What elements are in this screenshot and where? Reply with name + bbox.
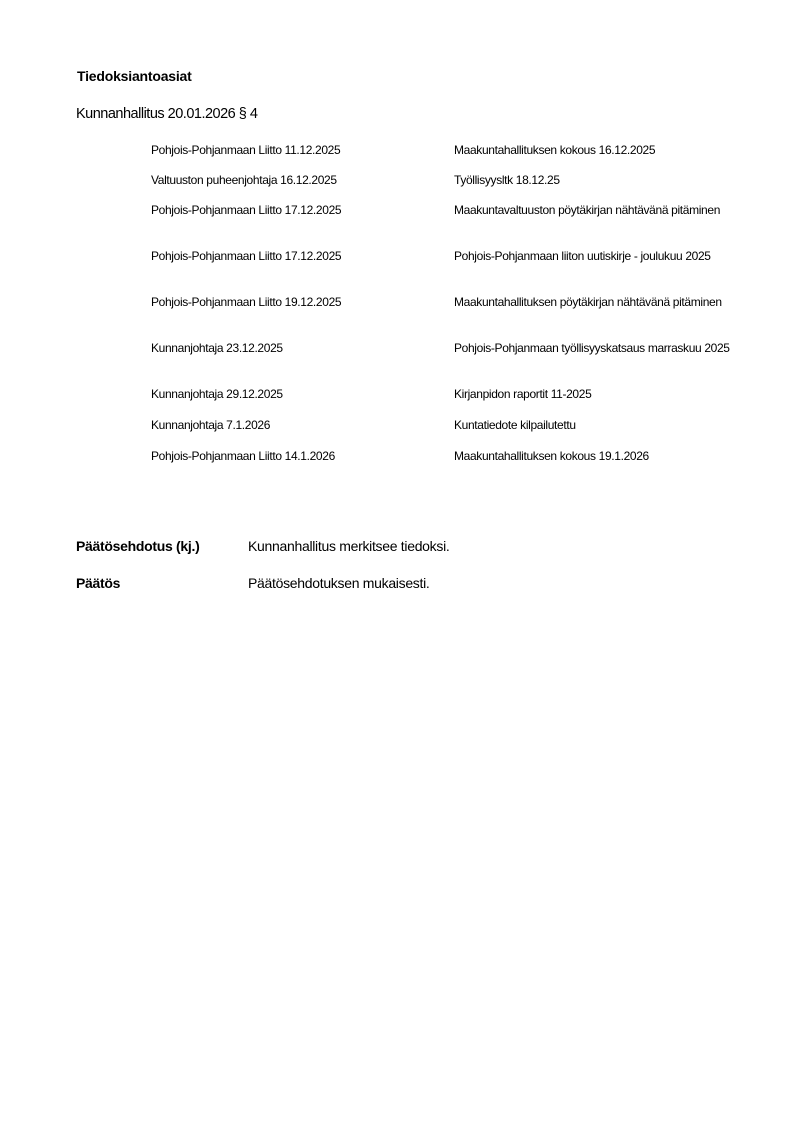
item-subject: Työllisyysltk 18.12.25 xyxy=(454,173,560,187)
item-sender: Pohjois-Pohjanmaan Liitto 19.12.2025 xyxy=(151,295,342,309)
decision-text: Päätösehdotuksen mukaisesti. xyxy=(248,575,430,591)
item-sender: Pohjois-Pohjanmaan Liitto 14.1.2026 xyxy=(151,449,335,463)
decision-label: Päätös xyxy=(76,575,121,591)
item-subject: Maakuntavaltuuston pöytäkirjan nähtävänä pitäminen xyxy=(454,203,721,217)
proposal-label: Päätösehdotus (kj.) xyxy=(76,538,200,554)
item-sender: Valtuuston puheenjohtaja 16.12.2025 xyxy=(151,173,337,187)
item-subject: Pohjois-Pohjanmaan liiton uutiskirje - joulukuu 2025 xyxy=(454,249,711,263)
item-sender: Kunnanjohtaja 7.1.2026 xyxy=(151,418,271,432)
item-sender: Pohjois-Pohjanmaan Liitto 11.12.2025 xyxy=(151,143,341,157)
item-subject: Maakuntahallituksen pöytäkirjan nähtävänä pitäminen xyxy=(454,295,722,309)
section-heading: Tiedoksiantoasiat xyxy=(77,68,192,84)
meeting-reference: Kunnanhallitus 20.01.2026 § 4 xyxy=(76,106,258,122)
proposal-text: Kunnanhallitus merkitsee tiedoksi. xyxy=(248,538,450,554)
item-sender: Kunnanjohtaja 23.12.2025 xyxy=(151,341,283,355)
item-sender: Pohjois-Pohjanmaan Liitto 17.12.2025 xyxy=(151,203,342,217)
item-subject: Maakuntahallituksen kokous 19.1.2026 xyxy=(454,449,649,463)
item-subject: Pohjois-Pohjanmaan työllisyyskatsaus marraskuu 2025 xyxy=(454,341,730,355)
item-sender: Pohjois-Pohjanmaan Liitto 17.12.2025 xyxy=(151,249,342,263)
item-subject: Kirjanpidon raportit 11-2025 xyxy=(454,387,592,401)
item-sender: Kunnanjohtaja 29.12.2025 xyxy=(151,387,283,401)
item-subject: Kuntatiedote kilpailutettu xyxy=(454,418,576,432)
item-subject: Maakuntahallituksen kokous 16.12.2025 xyxy=(454,143,656,157)
